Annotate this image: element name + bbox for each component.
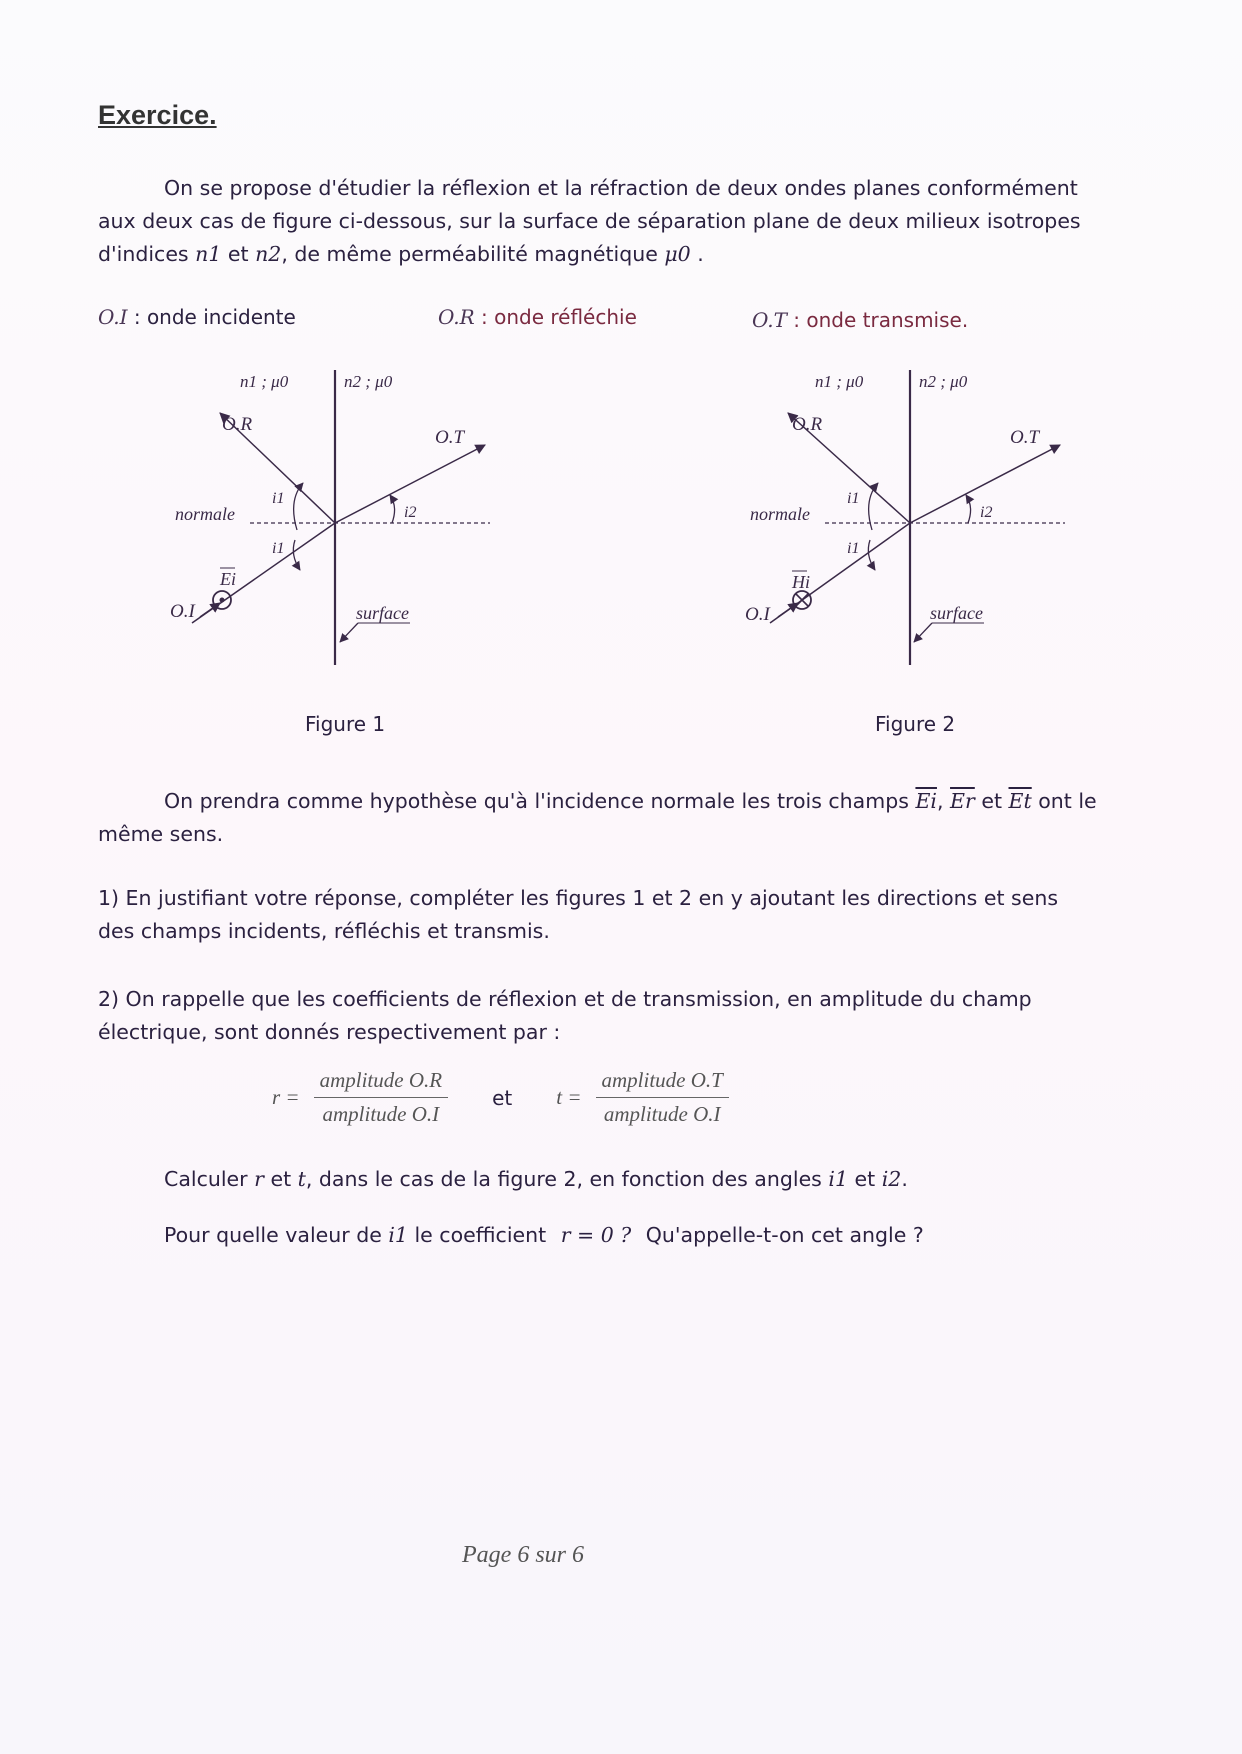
legend-incident: O.I : onde incidente	[98, 305, 296, 329]
surface-pointer	[914, 623, 932, 642]
r-fraction	[314, 1068, 448, 1127]
i1-bottom-label: i1	[272, 540, 285, 557]
oi-label: O.I	[170, 601, 195, 622]
surface-label: surface	[356, 603, 409, 623]
medium2-label: n2 ; μ0	[344, 372, 393, 391]
brewster-question: Pour quelle valeur de i1 le coefficient r = 0 ? Qu'appelle-t-on cet angle ?	[164, 1223, 924, 1247]
question-1-line-1: 1) En justifiant votre réponse, compléter les figures 1 et 2 en y ajoutant les directions et sens	[98, 886, 1058, 910]
t-fraction	[596, 1068, 729, 1127]
ot-label: O.T	[1010, 427, 1040, 448]
page-number: Page 6 sur 6	[462, 1542, 584, 1568]
i1-bottom-label: i1	[847, 540, 860, 557]
or-label: O.R	[792, 414, 823, 435]
angle-arc-incident	[293, 540, 300, 570]
i1-top-label: i1	[272, 490, 285, 507]
t-numerator: amplitude O.T	[596, 1068, 729, 1098]
er-vector: $\overline{Er}$	[950, 789, 975, 813]
hypothesis-paragraph	[98, 785, 1108, 851]
t-symbol: t =	[556, 1085, 582, 1109]
question-1-line-2: des champs incidents, réfléchis et transmis.	[98, 919, 550, 943]
r-symbol: r =	[272, 1085, 300, 1109]
t-denominator: amplitude O.I	[603, 1102, 721, 1126]
field-label: Hi	[792, 572, 810, 592]
calculate-line: Calculer r et t, dans le cas de la figure 2, en fonction des angles i1 et i2.	[164, 1167, 908, 1191]
question-1	[98, 882, 1108, 948]
normale-label: normale	[175, 504, 235, 524]
medium1-label: n1 ; μ0	[240, 372, 289, 391]
medium1-label: n1 ; μ0	[815, 372, 864, 391]
medium2-label: n2 ; μ0	[919, 372, 968, 391]
figure-1-diagram	[160, 355, 520, 675]
hypothesis-line-2: même sens.	[98, 822, 224, 846]
angle-arc-transmitted	[966, 495, 971, 523]
figure-2-caption: Figure 2	[875, 712, 956, 736]
exercise-title: Exercice.	[98, 100, 217, 130]
mu0-symbol: μ0	[664, 242, 691, 266]
intro-line-1: On se propose d'étudier la réflexion et la réfraction de deux ondes planes conformément	[164, 176, 1078, 200]
legend-reflected: O.R : onde réfléchie	[438, 305, 637, 329]
n1-symbol: n1	[195, 242, 222, 266]
legend-transmitted: O.T : onde transmise.	[752, 308, 969, 332]
question-2	[98, 983, 1108, 1049]
ot-label: O.T	[435, 427, 465, 448]
i1-top-label: i1	[847, 490, 860, 507]
r-numerator: amplitude O.R	[314, 1068, 448, 1098]
i2-label: i2	[404, 504, 417, 521]
figure-2-diagram	[740, 355, 1100, 675]
i2-label: i2	[980, 504, 993, 521]
surface-pointer	[340, 623, 358, 642]
hypothesis-line-1: On prendra comme hypothèse qu'à l'incidence normale les trois champs $\overline{Ei}$, $\overline{Er}$ et $\overline{Et}$ ont le	[164, 789, 1097, 813]
r-denominator: amplitude O.I	[322, 1102, 440, 1126]
question-2-line-2: électrique, sont donnés respectivement par :	[98, 1020, 561, 1044]
angle-arc-transmitted	[390, 495, 395, 523]
formula-et: et	[492, 1085, 513, 1110]
et-vector: $\overline{Et}$	[1008, 789, 1032, 813]
intro-paragraph	[98, 172, 1108, 271]
angle-arc-incident	[868, 540, 875, 570]
surface-label: surface	[930, 603, 983, 623]
formulas	[272, 1068, 729, 1127]
intro-line-3: d'indices n1 et n2, de même perméabilité magnétique μ0 .	[98, 242, 704, 266]
field-label: Ei	[220, 569, 236, 589]
intro-line-2: aux deux cas de figure ci-dessous, sur la surface de séparation plane de deux milieux isotropes	[98, 209, 1081, 233]
oi-label: O.I	[745, 604, 770, 625]
normale-label: normale	[750, 504, 810, 524]
or-label: O.R	[222, 414, 253, 435]
figure-1-caption: Figure 1	[305, 712, 386, 736]
question-2-line-1: 2) On rappelle que les coefficients de réflexion et de transmission, en amplitude du champ	[98, 987, 1032, 1011]
n2-symbol: n2	[255, 242, 282, 266]
ei-vector: $\overline{Ei}$	[915, 789, 937, 813]
incident-arrow	[200, 603, 220, 617]
